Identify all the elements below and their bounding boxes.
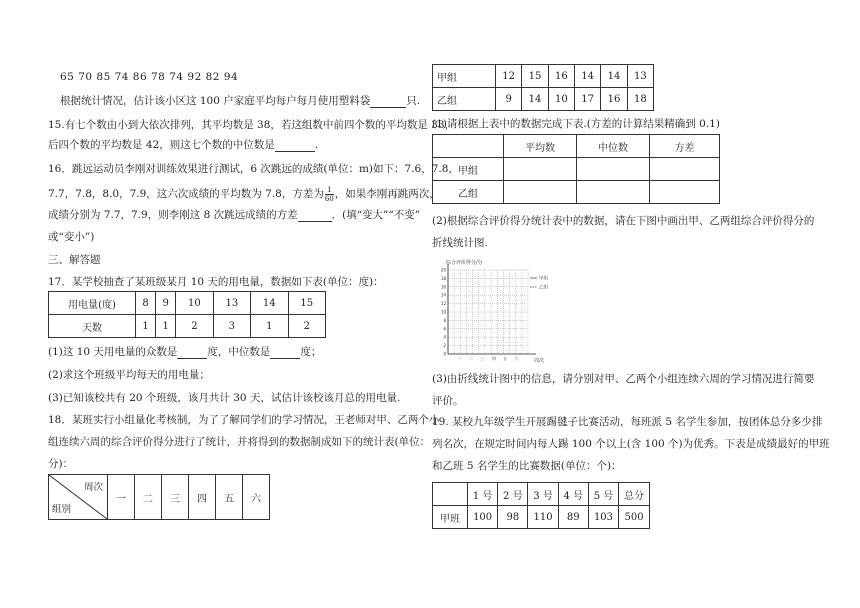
table-cell (433, 483, 468, 506)
legend-label: 甲组 (539, 276, 548, 282)
q17-part3: (3)已知该校共有 20 个班级，该月共计 30 天，试估计该校该月总的用电量. (48, 392, 401, 404)
y-tick-label: 18 (440, 275, 446, 281)
table-cell: 16 (548, 65, 574, 88)
table-cell: 103 (588, 506, 618, 529)
answer-cell[interactable] (504, 181, 577, 204)
y-tick-label: 0 (443, 351, 446, 357)
p2-line2: 折线统计图. (432, 237, 488, 249)
answer-cell[interactable] (650, 181, 720, 204)
y-tick-label: 6 (443, 326, 446, 332)
answer-cell[interactable] (577, 158, 650, 181)
table-cell: 14 (251, 292, 288, 315)
table-cell: 14 (601, 65, 627, 88)
q15-line1: 15.有七个数由小到大依次排列，其平均数是 38，若这组数中前四个数的平均数是 33， (48, 119, 456, 131)
q15-line2: 后四个数的平均数是 42，则这七个数的中位数是 . (48, 139, 319, 151)
table-cell: 1 号 (468, 483, 498, 506)
table-cell: 17 (574, 88, 600, 111)
table-cell: 中位数 (577, 135, 650, 158)
answer-blank[interactable] (370, 107, 406, 108)
diagonal-header-cell (49, 475, 108, 520)
table-cell: 18 (627, 88, 653, 111)
section-heading: 三、解答题 (48, 254, 101, 266)
q17-part1: (1)这 10 天用电量的众数是 度，中位数是 度； (48, 346, 322, 358)
p1-text: (1)请根据上表中的数据完成下表.(方差的计算结果精确到 0.1) (432, 118, 720, 130)
table-cell: 8 (136, 292, 156, 315)
answer-cell[interactable] (504, 158, 577, 181)
y-tick-label: 20 (440, 267, 446, 273)
p3-line1: (3)由折线统计图中的信息，请分别对甲、乙两个小组连续六周的学习情况进行简要 (432, 373, 815, 385)
table-cell: 2 (288, 315, 326, 338)
table-cell: 13 (213, 292, 250, 315)
table-cell: 三 (162, 475, 189, 520)
table-cell: 110 (528, 506, 558, 529)
x-tick-label: 三 (480, 356, 485, 361)
legend-label: 乙组 (539, 285, 548, 291)
q19-line3: 和乙班 5 名学生的比赛数据(单位：个)： (432, 460, 622, 472)
x-tick-label: 一 (457, 356, 462, 361)
table-cell: 3 号 (528, 483, 558, 506)
q19-table (432, 482, 650, 529)
corner-label-group: 组别 (52, 504, 72, 515)
chart-x-axis-label: 周次 (534, 358, 545, 364)
q16-line4: 或“变小”) (48, 231, 95, 243)
stats-table (432, 134, 720, 204)
p2-line1: (2)根据综合评价得分统计表中的数据，请在下图中画出甲、乙两组综合评价得分的 (432, 215, 815, 227)
table-cell: 13 (627, 65, 653, 88)
table-cell: 1 (251, 315, 288, 338)
q18-line3: 分)： (48, 458, 74, 470)
answer-cell[interactable] (650, 158, 720, 181)
answer-cell[interactable] (577, 181, 650, 204)
q14-text: 根据统计情况，估计该小区这 100 户家庭平均每户每月使用塑料袋 只. (60, 95, 421, 107)
y-tick-label: 2 (443, 343, 446, 349)
table-cell: 5 号 (588, 483, 618, 506)
x-tick-label: 六 (514, 356, 519, 361)
answer-blank[interactable] (270, 358, 300, 359)
table-row (433, 135, 720, 158)
table-cell: 15 (522, 65, 548, 88)
table-cell: 15 (288, 292, 326, 315)
table-cell: 一 (108, 475, 135, 520)
table-row (49, 315, 326, 338)
answer-blank[interactable] (298, 221, 332, 222)
q16-line3: 成绩分别为 7.7，7.9，则李刚这 8 次跳远成绩的方差 ．(填“变大”“不变” (48, 209, 421, 221)
chart-y-axis-label: 综合评价得分/分 (446, 260, 483, 266)
x-tick-label: 五 (503, 356, 508, 361)
y-tick-label: 4 (443, 334, 446, 340)
q18-line2: 组连续六周的综合评价得分进行了统计，并将得到的数据制成如下的统计表(单位： (48, 436, 431, 448)
table-cell: 甲组 (433, 158, 504, 181)
table-cell: 乙组 (433, 88, 496, 111)
table-cell: 方差 (650, 135, 720, 158)
corner-label-week: 周次 (83, 482, 103, 493)
table-cell: 14 (574, 65, 600, 88)
table-cell: 4 号 (558, 483, 588, 506)
q16-line2: 7.7，7.8，8.0，7.9，这六次成绩的平均数为 7.8，方差为 $\frac{1}{60}$ ，如果李刚再跳两次， (48, 185, 440, 203)
chart-svg (436, 256, 556, 366)
table-cell: 2 (176, 315, 213, 338)
table-cell: 500 (619, 506, 650, 529)
y-tick-label: 8 (443, 317, 446, 323)
table-cell: 9 (156, 292, 176, 315)
score-table (432, 64, 654, 111)
table-row (49, 292, 326, 315)
table-cell: 六 (243, 475, 270, 520)
table-row (433, 158, 720, 181)
table-row (433, 65, 654, 88)
table-cell: 1 (136, 315, 156, 338)
line-chart-grid (436, 256, 556, 366)
table-row (433, 506, 650, 529)
table-cell: 14 (522, 88, 548, 111)
q16-line1: 16．跳远运动员李刚对训练效果进行测试，6 次跳远的成绩(单位：m)如下：7.6，7.8， (48, 163, 459, 175)
table-cell: 乙组 (433, 181, 504, 204)
q19-line2: 列名次，在规定时间内每人踢 100 个以上(含 100 个)为优秀。下表是成绩最好的甲班 (432, 438, 830, 450)
table-cell: 2 号 (498, 483, 528, 506)
table-row (433, 88, 654, 111)
table-cell: 甲组 (433, 65, 496, 88)
q18-line1: 18．某班实行小组量化考核制，为了了解同学们的学习情况，王老师对甲、乙两个小 (48, 414, 440, 426)
q17-part2: (2)求这个班级平均每天的用电量； (48, 369, 210, 381)
table-cell: 10 (548, 88, 574, 111)
sample-numbers: 65 70 85 74 86 78 74 92 82 94 (60, 71, 239, 83)
y-tick-label: 14 (440, 292, 446, 298)
variance-fraction: $\frac{1}{60}$ (324, 185, 334, 203)
y-tick-label: 12 (440, 301, 446, 307)
table-cell: 1 (156, 315, 176, 338)
table-cell: 天数 (49, 315, 136, 338)
table-cell: 甲班 (433, 506, 468, 529)
table-cell: 3 (213, 315, 250, 338)
answer-blank[interactable] (177, 358, 207, 359)
table-row (49, 475, 270, 520)
table-cell: 10 (176, 292, 213, 315)
q19-line1: 19. 某校九年级学生开展踢毽子比赛活动，每班派 5 名学生参加，按团体总分多少排 (432, 416, 823, 428)
table-row (433, 483, 650, 506)
weeks-header-table (48, 474, 270, 520)
answer-blank[interactable] (275, 151, 315, 152)
y-tick-label: 16 (440, 284, 446, 290)
table-cell: 100 (468, 506, 498, 529)
y-tick-label: 10 (440, 309, 446, 315)
table-cell (433, 135, 504, 158)
table-cell: 用电量(度) (49, 292, 136, 315)
table-cell: 98 (498, 506, 528, 529)
table-cell: 9 (496, 88, 522, 111)
table-cell: 总分 (619, 483, 650, 506)
table-cell: 89 (558, 506, 588, 529)
electricity-table (48, 291, 326, 338)
p3-line2: 评价。 (432, 395, 464, 407)
table-row (433, 181, 720, 204)
table-cell: 四 (189, 475, 216, 520)
x-tick-label: 二 (468, 356, 473, 361)
table-cell: 五 (216, 475, 243, 520)
table-cell: 平均数 (504, 135, 577, 158)
table-cell: 16 (601, 88, 627, 111)
table-cell: 二 (135, 475, 162, 520)
table-cell: 12 (496, 65, 522, 88)
q17-intro: 17．某学校抽查了某班级某月 10 天的用电量，数据如下表(单位：度)： (48, 276, 384, 288)
x-tick-label: 四 (491, 356, 496, 361)
